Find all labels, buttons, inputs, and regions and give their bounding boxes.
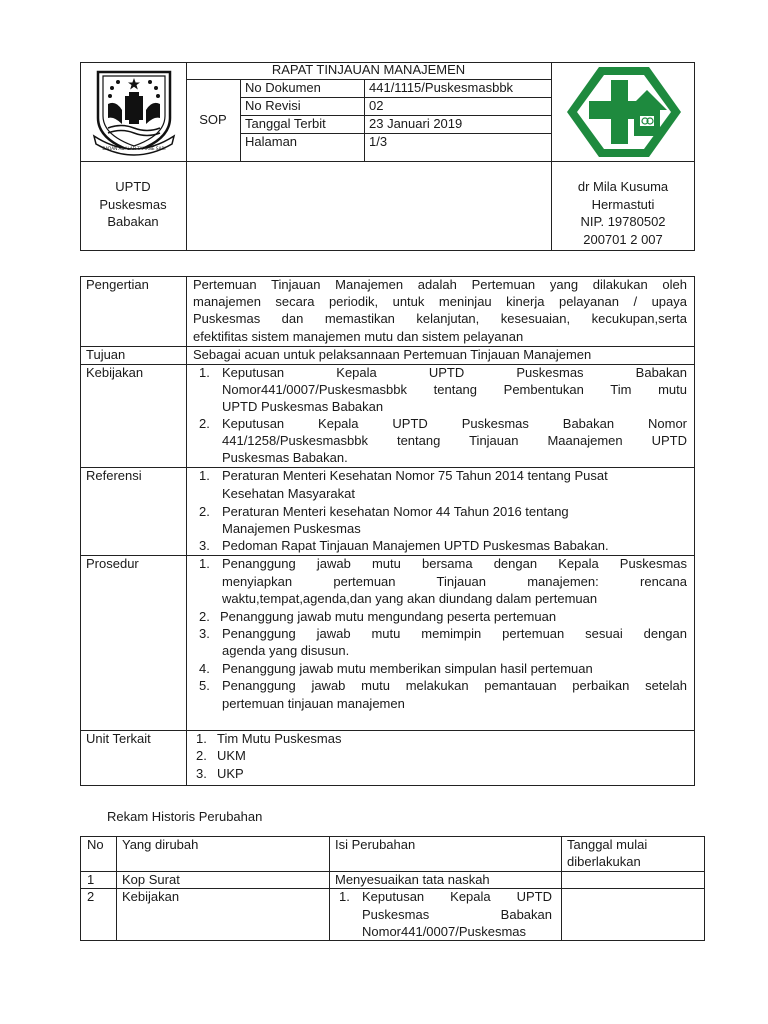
doc-number-label: No Dokumen <box>245 80 321 95</box>
list-number: 3. <box>196 766 207 781</box>
history-row-content: Nomor441/0007/Puskesmas <box>362 924 527 939</box>
prosedur-line: waktu,tempat,agenda,dan yang akan diundang dalam pertemuan <box>222 591 598 606</box>
history-col-date: Tanggal mulai <box>567 837 648 852</box>
puskesmas-logo-icon <box>565 64 683 160</box>
list-number: 2. <box>199 609 210 624</box>
referensi-line: Pedoman Rapat Tinjauan Manajemen UPTD Puskesmas Babakan. <box>222 538 609 553</box>
list-number: 5. <box>199 678 210 693</box>
doc-number-value: 441/1115/Puskesmasbbk <box>369 80 514 95</box>
row-label-unit-terkait: Unit Terkait <box>86 731 151 746</box>
kebijakan-line: Keputusan Kepala UPTD Puskesmas Babakan Nomor <box>222 416 687 431</box>
document-title: RAPAT TINJAUAN MANAJEMEN <box>271 62 466 77</box>
unit-terkait-item: UKP <box>217 766 244 781</box>
row-label-referensi: Referensi <box>86 468 142 483</box>
referensi-line: Peraturan Menteri kesehatan Nomor 44 Tahun 2016 tentang <box>222 504 569 519</box>
row-label-kebijakan: Kebijakan <box>86 365 144 380</box>
kebijakan-line: UPTD Puskesmas Babakan <box>222 399 384 414</box>
history-row-content: Keputusan Kepala UPTD <box>362 889 552 904</box>
unit-line-1: UPTD <box>115 179 151 194</box>
page-value: 1/3 <box>369 134 388 149</box>
prosedur-line: agenda yang disusun. <box>222 643 350 658</box>
signatory-nip-1: NIP. 19780502 <box>580 214 666 229</box>
referensi-line: Kesehatan Masyarakat <box>222 486 355 501</box>
list-number: 2. <box>196 748 207 763</box>
history-col-date: diberlakukan <box>567 854 641 869</box>
emblem-motto: BADAN ADALAH TAMANE SARI <box>102 146 166 151</box>
unit-line-2: Puskesmas <box>99 197 167 212</box>
history-row-no: 1 <box>87 872 95 887</box>
pengertian-line: Puskesmas dan memastikan kelanjutan, kesesuaian, kecukupan,serta <box>193 311 687 326</box>
unit-terkait-item: UKM <box>217 748 246 763</box>
prosedur-line: menyiapkan pertemuan Tinjauan manajemen: rencana <box>222 574 687 589</box>
prosedur-line: Penanggung jawab mutu bersama dengan Kepala Puskesmas <box>222 556 687 571</box>
row-label-prosedur: Prosedur <box>86 556 139 571</box>
pengertian-line: manajemen secara periodik, untuk meninjau kinerja pelayanan / upaya <box>193 294 687 309</box>
prosedur-line: Penanggung jawab mutu melakukan pemantauan perbaikan setelah <box>222 678 687 693</box>
history-col-changed: Yang dirubah <box>122 837 199 852</box>
tujuan-text: Sebagai acuan untuk pelaksannaan Pertemuan Tinjauan Manajemen <box>193 347 592 362</box>
issue-date-value: 23 Januari 2019 <box>369 116 463 131</box>
history-row-content: Menyesuaikan tata naskah <box>335 872 490 887</box>
prosedur-line: Penanggung jawab mutu mengundang peserta pertemuan <box>220 609 557 624</box>
list-number: 3. <box>199 626 210 641</box>
list-number: 1. <box>339 889 350 904</box>
history-col-content: Isi Perubahan <box>335 837 416 852</box>
revision-label: No Revisi <box>245 98 301 113</box>
prosedur-line: Penanggung jawab mutu memberikan simpulan hasil pertemuan <box>222 661 593 676</box>
row-label-pengertian: Pengertian <box>86 277 149 292</box>
list-number: 3. <box>199 538 210 553</box>
unit-terkait-item: Tim Mutu Puskesmas <box>217 731 342 746</box>
signatory-name-1: dr Mila Kusuma <box>577 179 669 194</box>
kebijakan-line: 441/1258/Puskesmasbbk tentang Tinjauan Maanajemen UPTD <box>222 433 687 448</box>
history-row-changed: Kebijakan <box>122 889 180 904</box>
history-row-no: 2 <box>87 889 95 904</box>
regency-emblem <box>88 66 180 158</box>
list-number: 1. <box>199 365 210 380</box>
pengertian-line: Pertemuan Tinjauan Manajemen adalah Pertemuan yang dilakukan oleh <box>193 277 687 292</box>
prosedur-line: pertemuan tinjauan manajemen <box>222 696 405 711</box>
prosedur-line: Penanggung jawab mutu memimpin pertemuan sesuai dengan <box>222 626 687 641</box>
kebijakan-line: Keputusan Kepala UPTD Puskesmas Babakan <box>222 365 687 380</box>
list-number: 1. <box>199 556 210 571</box>
history-col-no: No <box>87 837 104 852</box>
referensi-line: Peraturan Menteri Kesehatan Nomor 75 Tahun 2014 tentang Pusat <box>222 468 608 483</box>
history-heading: Rekam Historis Perubahan <box>107 809 263 824</box>
list-number: 2. <box>199 504 210 519</box>
row-label-tujuan: Tujuan <box>86 347 126 362</box>
kebijakan-line: Puskesmas Babakan. <box>222 450 348 465</box>
kebijakan-line: Nomor441/0007/Puskesmasbbk tentang Pembentukan Tim mutu <box>222 382 687 397</box>
issue-date-label: Tanggal Terbit <box>245 116 326 131</box>
referensi-line: Manajemen Puskesmas <box>222 521 361 536</box>
history-row-changed: Kop Surat <box>122 872 180 887</box>
list-number: 1. <box>196 731 207 746</box>
list-number: 1. <box>199 468 210 483</box>
page-label: Halaman <box>245 134 298 149</box>
unit-line-3: Babakan <box>107 214 159 229</box>
pengertian-line: efektifitas sistem manajemen mutu dan sistem pelayanan <box>193 329 524 344</box>
revision-value: 02 <box>369 98 384 113</box>
list-number: 2. <box>199 416 210 431</box>
signatory-name-2: Hermastuti <box>591 197 655 212</box>
sop-label: SOP <box>199 112 227 127</box>
history-row-content: Puskesmas Babakan <box>362 907 552 922</box>
signatory-nip-2: 200701 2 007 <box>583 232 663 247</box>
list-number: 4. <box>199 661 210 676</box>
